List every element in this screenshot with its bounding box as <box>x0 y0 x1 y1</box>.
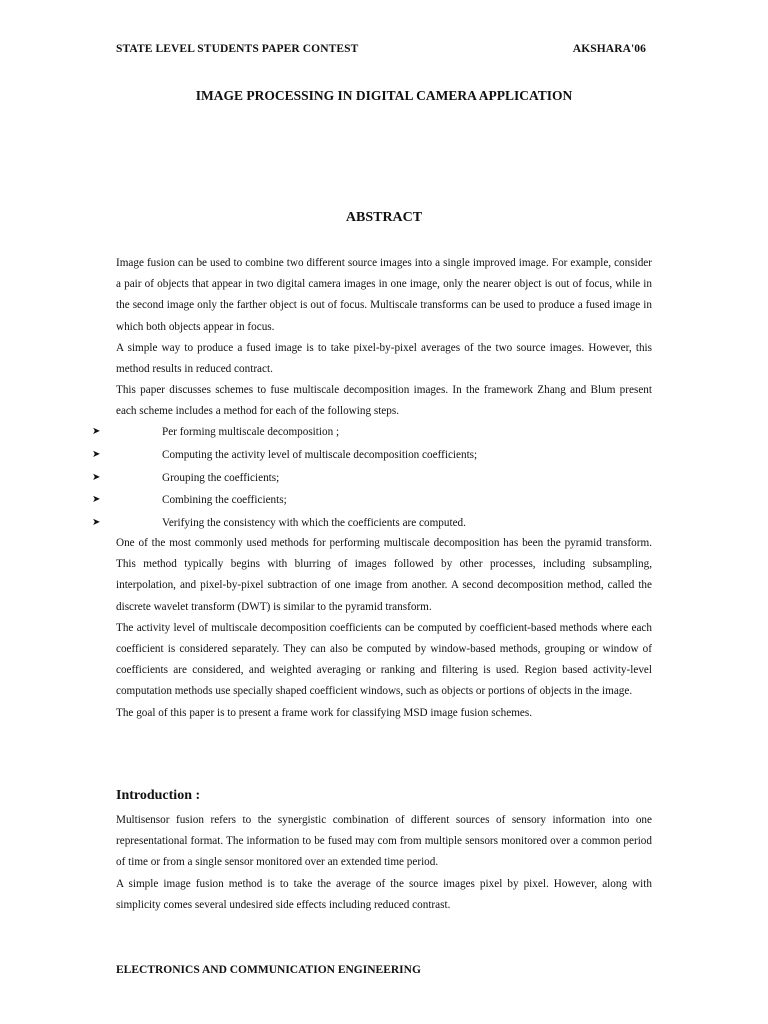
list-item <box>92 467 652 490</box>
page-header <box>116 43 646 55</box>
paper-title: IMAGE PROCESSING IN DIGITAL CAMERA APPLICATION <box>195 88 573 103</box>
steps-list <box>92 421 652 535</box>
arrowhead-bullet-icon: ➤ <box>92 448 101 460</box>
abstract-body-continued <box>116 533 652 724</box>
list-item-text: Combining the coefficients; <box>162 494 287 507</box>
abstract-paragraph: Image fusion can be used to combine two different source images into a single improved image. For example, consider a pair of objects that appear in two digital camera images in one image, only the nearer object is out of focus, while in the second image only the farther object is out of focus. Multiscale transforms can be used to produce a fused image in which both objects appear in focus. <box>116 257 652 333</box>
page-footer: ELECTRONICS AND COMMUNICATION ENGINEERING <box>116 964 421 976</box>
introduction-paragraph: Multisensor fusion refers to the synergistic combination of different sources of sensory information into one representational format. The information to be fused may com from multiple sensors monitored over a common period of time or from a single sensor monitored over an extended time period. <box>116 814 652 869</box>
abstract-heading: ABSTRACT <box>345 210 423 225</box>
list-item-text: Per forming multiscale decomposition ; <box>162 426 340 438</box>
list-item <box>92 421 652 444</box>
introduction-heading: Introduction : <box>116 788 201 803</box>
header-event: AKSHARA'06 <box>572 43 646 55</box>
abstract-paragraph: This paper discusses schemes to fuse multiscale decomposition images. In the framework Zhang and Blum present each scheme includes a method for each of the following steps. <box>116 384 652 418</box>
list-item <box>92 444 652 467</box>
arrowhead-bullet-icon: ➤ <box>92 517 101 529</box>
introduction-paragraph: A simple image fusion method is to take the average of the source images pixel by pixel. However, along with simplicity comes several undesired side effects including reduced contrast. <box>116 877 652 911</box>
abstract-body <box>116 253 652 423</box>
arrowhead-bullet-icon: ➤ <box>92 471 101 483</box>
abstract-paragraph: The goal of this paper is to present a frame work for classifying MSD image fusion schemes. <box>116 706 533 719</box>
introduction-body <box>116 810 652 916</box>
list-item <box>92 489 652 512</box>
list-item <box>92 512 652 535</box>
abstract-paragraph: One of the most commonly used methods for performing multiscale decomposition has been the pyramid transform. This method typically begins with blurring of images followed by other processes, including subsampling, interpolation, and pixel-by-pixel subtraction of one image from another. A second decomposition method, called the discrete wavelet transform (DWT) is similar to the pyramid transform. <box>116 537 652 613</box>
arrowhead-bullet-icon: ➤ <box>92 494 101 506</box>
abstract-paragraph: A simple way to produce a fused image is to take pixel-by-pixel averages of the two source images. However, this method results in reduced contract. <box>116 341 652 376</box>
header-contest: STATE LEVEL STUDENTS PAPER CONTEST <box>116 43 359 55</box>
list-item-text: Verifying the consistency with which the coefficients are computed. <box>162 517 466 530</box>
arrowhead-bullet-icon: ➤ <box>92 426 101 437</box>
list-item-text: Grouping the coefficients; <box>162 471 280 484</box>
abstract-paragraph: The activity level of multiscale decomposition coefficients can be computed by coefficient-based methods where each coefficient is considered separately. They can also be computed by window-based methods, grouping or window of coefficients are considered, and weighted averaging or ranking and filtering is used. Region based activity-level computation methods use specially shaped coefficient windows, such as objects or portions of objects in the image. <box>116 621 652 698</box>
list-item-text: Computing the activity level of multiscale decomposition coefficients; <box>162 448 478 461</box>
